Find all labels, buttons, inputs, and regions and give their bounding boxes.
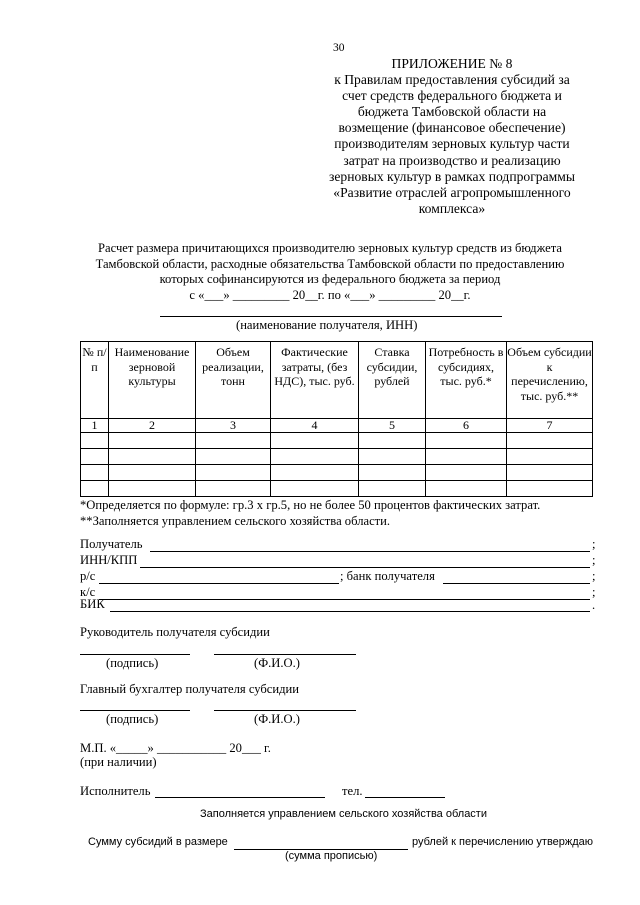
- column-number: 7: [507, 419, 593, 433]
- note-filled-by: **Заполняется управлением сельского хозяйства области.: [80, 514, 391, 528]
- recipient-name-line[interactable]: [160, 316, 502, 317]
- table-cell[interactable]: [271, 465, 359, 481]
- column-number: 2: [109, 419, 196, 433]
- appendix-line: производителям зерновых культур части: [334, 136, 570, 152]
- table-header-row: [81, 342, 593, 419]
- bank-label: ; банк получателя: [340, 569, 435, 583]
- table-row[interactable]: [81, 465, 593, 481]
- table-cell[interactable]: [271, 433, 359, 449]
- appendix-line: к Правилам предоставления субсидий за: [334, 72, 570, 88]
- note-formula: *Определяется по формуле: гр.3 х гр.5, но не более 50 процентов фактических затрат.: [80, 498, 541, 512]
- head-label: Руководитель получателя субсидии: [80, 625, 270, 639]
- title-period-line: с «___» _________ 20__г. по «___» _________ 20__г.: [189, 287, 471, 302]
- sum-caption: (сумма прописью): [285, 850, 378, 862]
- column-number: 4: [271, 419, 359, 433]
- column-number: 3: [196, 419, 271, 433]
- appendix-line: затрат на производство и реализацию: [343, 152, 561, 168]
- table-number-row: [81, 419, 593, 433]
- phone-field[interactable]: [365, 797, 445, 798]
- table-cell[interactable]: [359, 449, 426, 465]
- appendix-line: зерновых культур в рамках подпрограммы: [329, 168, 575, 184]
- signature-caption: (подпись): [106, 656, 159, 670]
- table-cell[interactable]: [426, 433, 507, 449]
- table-cell[interactable]: [507, 449, 593, 465]
- executor-field[interactable]: [155, 797, 325, 798]
- stamp-date-line: М.П. «_____» ___________ 20___ г.: [80, 741, 271, 755]
- fio-caption: (Ф.И.О.): [254, 656, 300, 670]
- ks-field[interactable]: [99, 599, 590, 600]
- column-number: 5: [359, 419, 426, 433]
- column-number: 1: [81, 419, 109, 433]
- table-header-cell: № п/п: [81, 342, 109, 419]
- table-cell[interactable]: [359, 433, 426, 449]
- column-number: 6: [426, 419, 507, 433]
- table-header-cell: Фактические затраты, (без НДС), тыс. руб.: [271, 342, 359, 419]
- table-header-cell: Объем реализации, тонн: [196, 342, 271, 419]
- semicolon: ;: [592, 537, 596, 551]
- table-cell[interactable]: [196, 481, 271, 497]
- fio-caption: (Ф.И.О.): [254, 712, 300, 726]
- signature-caption: (подпись): [106, 712, 159, 726]
- head-signature-field[interactable]: [80, 654, 190, 655]
- table-cell[interactable]: [109, 449, 196, 465]
- table-header-cell: Наименование зерновой культуры: [109, 342, 196, 419]
- table-cell[interactable]: [81, 465, 109, 481]
- table-cell[interactable]: [359, 465, 426, 481]
- table-cell[interactable]: [196, 433, 271, 449]
- appendix-block: [288, 56, 616, 217]
- table-header-cell: Объем субсидии к перечислению, тыс. руб.**: [507, 342, 593, 419]
- table-row[interactable]: [81, 433, 593, 449]
- table-header-cell: Потребность в субсидиях, тыс. руб.*: [426, 342, 507, 419]
- table-cell[interactable]: [507, 465, 593, 481]
- inn-kpp-field[interactable]: [140, 567, 590, 568]
- executor-label: Исполнитель: [80, 784, 151, 798]
- table-cell[interactable]: [426, 465, 507, 481]
- table-cell[interactable]: [109, 465, 196, 481]
- table-cell[interactable]: [81, 481, 109, 497]
- semicolon: ;: [592, 553, 596, 567]
- appendix-line: бюджета Тамбовской области на: [357, 104, 547, 120]
- accountant-signature-field[interactable]: [80, 710, 190, 711]
- table-cell[interactable]: [271, 481, 359, 497]
- table-cell[interactable]: [196, 465, 271, 481]
- table-cell[interactable]: [426, 449, 507, 465]
- bik-label: БИК: [80, 597, 105, 611]
- title-line: Расчет размера причитающихся производителю зерновых культур средств из бюджета: [98, 241, 562, 255]
- table-cell[interactable]: [81, 433, 109, 449]
- table-cell[interactable]: [109, 481, 196, 497]
- rs-label: р/с: [80, 569, 96, 583]
- table-notes: [80, 497, 540, 529]
- accountant-fio-field[interactable]: [214, 710, 356, 711]
- table-cell[interactable]: [507, 433, 593, 449]
- stamp-note: (при наличии): [80, 755, 157, 769]
- inn-kpp-label: ИНН/КПП: [80, 553, 138, 567]
- ks-label: к/с: [80, 585, 96, 599]
- page-number: 30: [333, 42, 345, 54]
- table-row[interactable]: [81, 481, 593, 497]
- accountant-label: Главный бухгалтер получателя субсидии: [80, 682, 299, 696]
- subsidy-table: [80, 341, 593, 497]
- recipient-caption: (наименование получателя, ИНН): [236, 318, 418, 332]
- bik-field[interactable]: [110, 611, 590, 612]
- recipient-label: Получатель: [80, 537, 143, 551]
- appendix-line: «Развитие отраслей агропромышленного: [333, 184, 571, 200]
- period: .: [592, 598, 596, 612]
- table-cell[interactable]: [426, 481, 507, 497]
- sum-prefix: Сумму субсидий в размере: [88, 836, 228, 848]
- table-cell[interactable]: [196, 449, 271, 465]
- table-cell[interactable]: [271, 449, 359, 465]
- rs-field[interactable]: [99, 583, 339, 584]
- head-fio-field[interactable]: [214, 654, 356, 655]
- table-cell[interactable]: [81, 449, 109, 465]
- appendix-heading: ПРИЛОЖЕНИЕ № 8: [391, 56, 513, 71]
- table-header-cell: Ставка субсидии, рублей: [359, 342, 426, 419]
- title-line: Тамбовской области, расходные обязательства Тамбовской области по предоставлению: [95, 256, 565, 271]
- phone-label: тел.: [342, 784, 363, 798]
- table-cell[interactable]: [507, 481, 593, 497]
- appendix-line: счет средств федерального бюджета и: [342, 88, 562, 104]
- bank-field[interactable]: [443, 583, 590, 584]
- title-line: которых софинансируются из федерального бюджета за период: [159, 272, 501, 286]
- recipient-field[interactable]: [150, 551, 590, 552]
- table-row[interactable]: [81, 449, 593, 465]
- semicolon: ;: [592, 585, 596, 599]
- department-caption: Заполняется управлением сельского хозяйства области: [200, 808, 487, 820]
- table-cell[interactable]: [359, 481, 426, 497]
- semicolon: ;: [592, 569, 596, 583]
- document-title: [60, 241, 600, 303]
- table-cell[interactable]: [109, 433, 196, 449]
- sum-suffix: рублей к перечислению утверждаю: [412, 836, 594, 848]
- appendix-line: комплекса»: [418, 200, 486, 216]
- appendix-line: возмещение (финансовое обеспечение): [338, 120, 566, 136]
